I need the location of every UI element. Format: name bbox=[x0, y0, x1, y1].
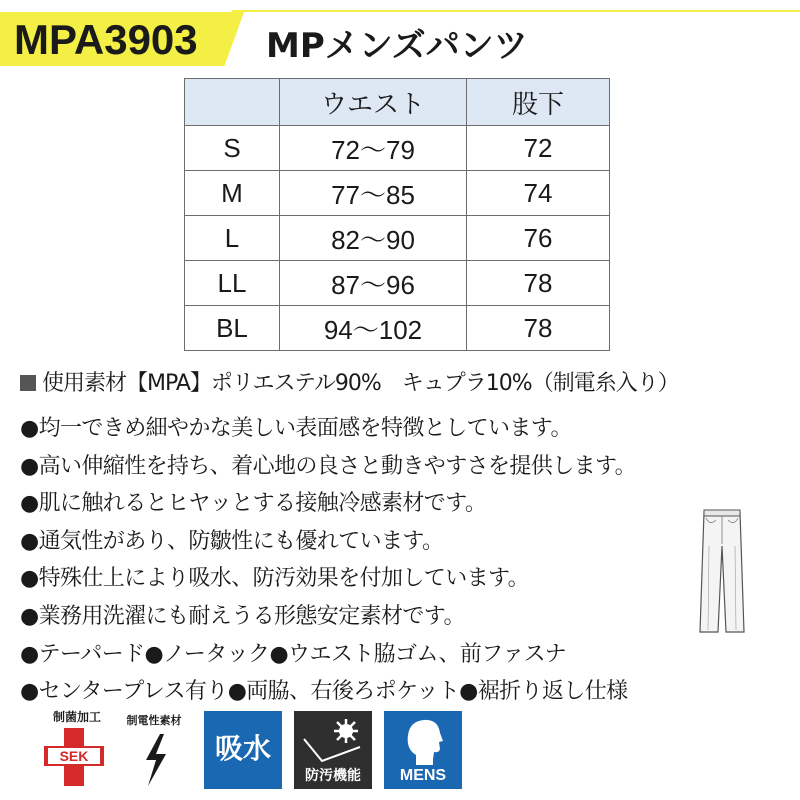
cross-icon bbox=[42, 726, 106, 788]
bullet-icon: ● bbox=[20, 603, 39, 629]
size-table-header-waist: ウエスト bbox=[280, 79, 467, 126]
feature-text: 高い伸縮性を持ち、着心地の良さと動きやすさを提供します。 bbox=[38, 453, 637, 479]
inseam-value: 78 bbox=[467, 306, 610, 351]
list-item bbox=[20, 673, 636, 711]
mens-label: MENS bbox=[399, 767, 447, 784]
bullet-icon: ● bbox=[20, 528, 39, 554]
list-item bbox=[20, 448, 636, 486]
stain-resistant-badge bbox=[294, 711, 372, 789]
size-label: BL bbox=[185, 306, 280, 351]
product-code: MPA3903 bbox=[14, 16, 198, 63]
feature-text: 均一できめ細やかな美しい表面感を特徴としています。 bbox=[38, 416, 572, 441]
header-rule bbox=[232, 10, 800, 12]
water-absorption-badge bbox=[204, 711, 282, 789]
sek-antibacterial-badge bbox=[30, 708, 112, 788]
waist-value: 77〜85 bbox=[280, 171, 467, 216]
bullet-icon: ● bbox=[20, 491, 39, 517]
waist-value: 87〜96 bbox=[280, 261, 467, 306]
waist-value: 82〜90 bbox=[280, 216, 467, 261]
pants-illustration-icon bbox=[696, 506, 748, 636]
waist-value: 72〜79 bbox=[280, 126, 467, 171]
static-title: 制電性素材 bbox=[126, 714, 182, 727]
table-row bbox=[185, 306, 610, 351]
size-table bbox=[184, 78, 610, 351]
table-row bbox=[185, 171, 610, 216]
inseam-value: 78 bbox=[467, 261, 610, 306]
size-label: LL bbox=[185, 261, 280, 306]
size-table-header-inseam: 股下 bbox=[467, 79, 610, 126]
sek-title: 制菌加工 bbox=[52, 710, 101, 724]
feature-text: センタープレス有り●両脇、右後ろポケット●裾折り返し仕様 bbox=[38, 679, 628, 705]
waist-value: 94〜102 bbox=[280, 306, 467, 351]
list-item bbox=[20, 560, 636, 598]
sun-icon bbox=[300, 717, 366, 767]
bullet-icon: ● bbox=[20, 453, 39, 479]
list-item bbox=[20, 485, 636, 523]
antistatic-badge bbox=[114, 712, 194, 792]
lightning-icon bbox=[140, 732, 170, 788]
square-bullet-icon bbox=[20, 375, 36, 391]
inseam-value: 72 bbox=[467, 126, 610, 171]
bullet-icon: ● bbox=[20, 641, 39, 667]
material-text: 使用素材【MPA】ポリエステル90% キュプラ10%（制電糸入り） bbox=[42, 371, 679, 396]
list-item bbox=[20, 598, 636, 636]
list-item bbox=[20, 410, 636, 448]
product-header bbox=[0, 0, 800, 70]
size-label: S bbox=[185, 126, 280, 171]
material-line bbox=[20, 366, 679, 397]
bousen-label: 防汚機能 bbox=[305, 768, 361, 784]
inseam-value: 74 bbox=[467, 171, 610, 216]
product-title: MPメンズパンツ bbox=[266, 26, 528, 66]
table-row bbox=[185, 261, 610, 306]
feature-text: 特殊仕上により吸水、防汚効果を付加しています。 bbox=[38, 566, 530, 592]
bullet-icon: ● bbox=[20, 566, 39, 592]
feature-list bbox=[20, 410, 636, 711]
head-profile-icon bbox=[402, 717, 446, 767]
sek-mark: SEK bbox=[59, 748, 89, 764]
size-label: L bbox=[185, 216, 280, 261]
size-table-header-row bbox=[185, 79, 610, 126]
mens-badge bbox=[384, 711, 462, 789]
kyusui-label: 吸水 bbox=[214, 732, 271, 765]
table-row bbox=[185, 216, 610, 261]
feature-text: 肌に触れるとヒヤッとする接触冷感素材です。 bbox=[38, 491, 487, 517]
feature-text: 通気性があり、防皺性にも優れています。 bbox=[38, 528, 444, 554]
bullet-icon: ● bbox=[20, 679, 39, 705]
bullet-icon: ● bbox=[20, 416, 39, 441]
list-item bbox=[20, 523, 636, 561]
size-label: M bbox=[185, 171, 280, 216]
inseam-value: 76 bbox=[467, 216, 610, 261]
feature-text: 業務用洗濯にも耐えうる形態安定素材です。 bbox=[38, 603, 465, 629]
size-table-header-blank bbox=[185, 79, 280, 126]
list-item bbox=[20, 636, 636, 674]
feature-text: テーパード●ノータック●ウエスト脇ゴム、前ファスナ bbox=[38, 641, 567, 667]
table-row bbox=[185, 126, 610, 171]
